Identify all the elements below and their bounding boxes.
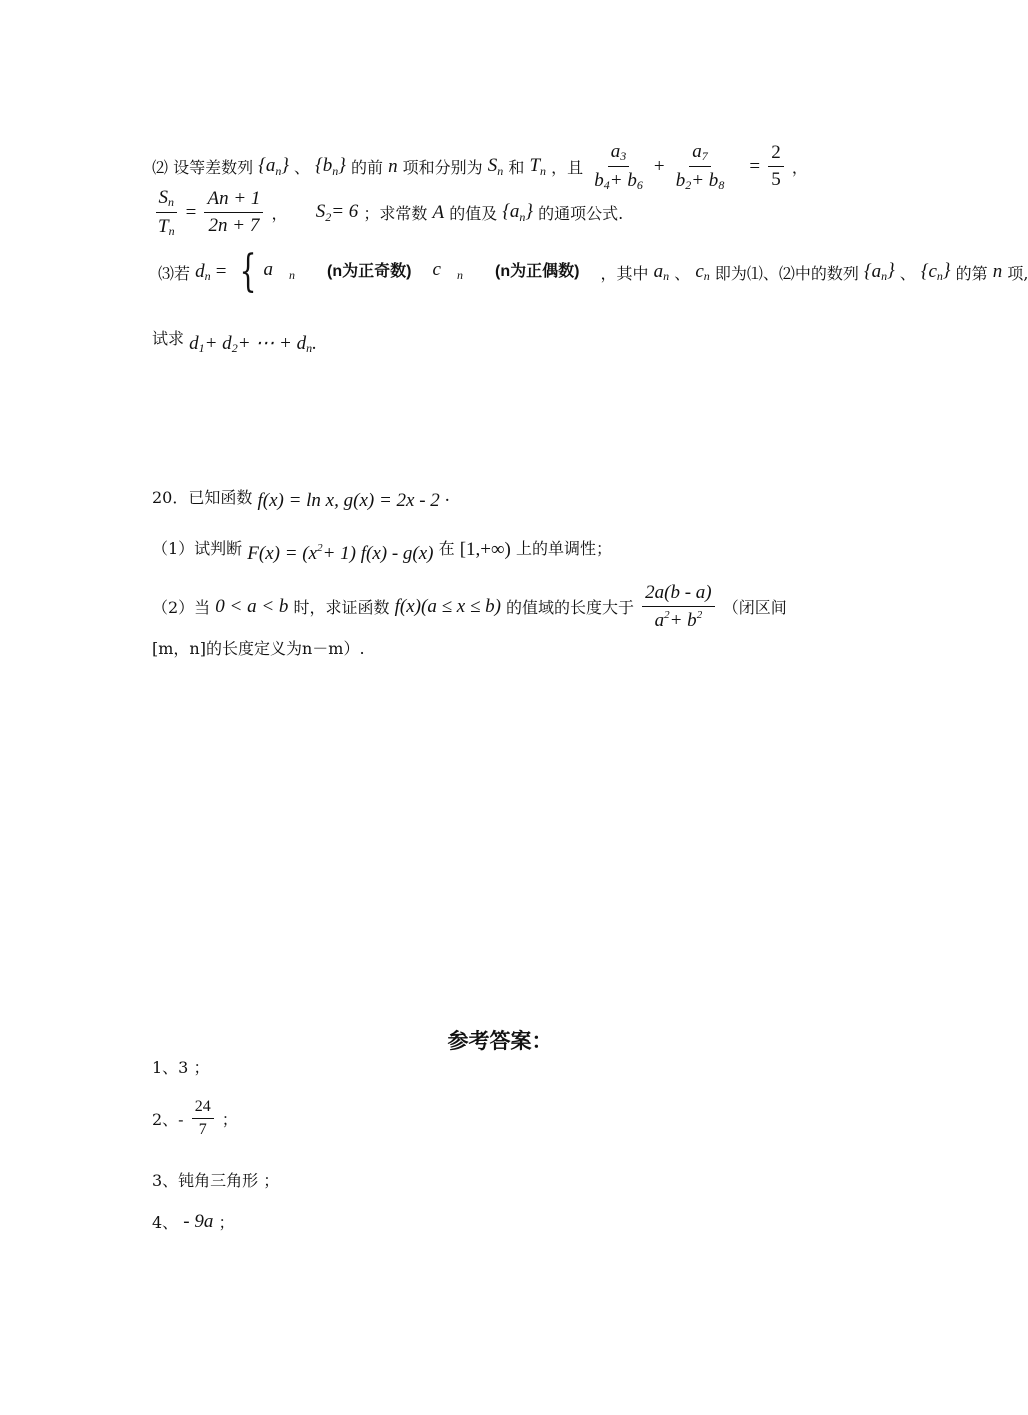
text: T: [158, 215, 169, 237]
text: .: [312, 332, 317, 354]
text: d: [189, 332, 199, 354]
text: 、: [674, 263, 691, 283]
text: a: [654, 609, 665, 631]
answer-3: [152, 1168, 279, 1191]
text: + b: [691, 169, 719, 191]
text: 试求: [152, 328, 185, 348]
text: 2: [685, 178, 692, 192]
text: [m，n]的长度定义为n－m）.: [152, 639, 365, 658]
text: 、: [899, 263, 916, 283]
text: 的第: [955, 263, 988, 283]
text: {c: [920, 260, 937, 282]
text: 2、-: [152, 1110, 184, 1129]
text: 1、3 ；: [152, 1058, 210, 1077]
text: +: [653, 155, 665, 177]
text: 项,: [1007, 263, 1028, 283]
text: b: [594, 169, 604, 191]
text: An + 1: [204, 188, 263, 213]
text: ，: [791, 158, 808, 177]
text: 8: [718, 178, 725, 192]
fraction-24-7: [192, 1098, 214, 1139]
text: 2: [317, 542, 323, 554]
question-number: 20．已知函数: [152, 487, 253, 507]
text: 2a(b - a): [642, 582, 714, 607]
seq-b: {bn}: [315, 154, 346, 178]
text: {a: [863, 260, 882, 282]
text: 、: [294, 158, 311, 177]
text: 设等差数列: [173, 158, 254, 177]
text: 4: [603, 178, 610, 192]
text: 上的单调性；: [515, 538, 612, 558]
text: ，且: [551, 158, 584, 177]
math-F: [247, 542, 433, 565]
text: 项和分别为: [402, 158, 483, 177]
text: a: [692, 140, 702, 162]
text: ，其中: [600, 263, 649, 283]
text: =: [749, 155, 761, 177]
case-condition: (n为正偶数): [494, 263, 580, 280]
math-n: n: [388, 155, 398, 177]
text: 2: [231, 341, 238, 355]
text: {a: [502, 201, 520, 223]
text: S: [158, 186, 169, 208]
text: = 6: [331, 201, 359, 223]
text: 3、钝角三角形 ；: [152, 1171, 280, 1190]
text: 的值域的长度大于: [506, 598, 635, 618]
answer-2: [152, 1098, 238, 1139]
text: ；: [218, 1213, 235, 1232]
text: a: [610, 140, 621, 162]
text: 5: [771, 169, 781, 190]
text: ；求常数: [363, 204, 428, 223]
answers-heading: 参考答案：: [447, 1029, 553, 1053]
math-dn: dn: [195, 260, 211, 283]
q20-part2: [152, 582, 787, 632]
seq-a: {an}: [502, 200, 534, 224]
q20-part2-line2: [152, 636, 365, 659]
text: 的通项公式.: [538, 204, 624, 223]
text: c: [432, 259, 441, 281]
text: {b: [315, 155, 333, 177]
answer-4: [152, 1210, 234, 1233]
seq-a: {an}: [863, 260, 895, 283]
text: 时，求证函数: [293, 598, 390, 618]
text: 7: [701, 149, 708, 163]
text: a: [653, 260, 664, 282]
part-label: ⑶若: [158, 263, 191, 283]
left-brace: {: [239, 246, 256, 297]
math-n: n: [992, 261, 1003, 282]
text: 2: [768, 142, 784, 167]
text: + b: [669, 609, 697, 631]
piecewise-definition: [232, 246, 596, 297]
text: + ⋯ + d: [237, 333, 307, 355]
text: 即为⑴、⑵中的数列: [714, 263, 859, 283]
math-Tn: Tn: [529, 155, 547, 178]
math-answer: - 9a: [183, 1210, 214, 1232]
answer-1: [152, 1055, 209, 1078]
math-functions: f(x) = ln x, g(x) = 2x - 2: [257, 490, 440, 511]
case-condition: (n为正奇数): [327, 263, 412, 280]
text: d: [195, 260, 205, 282]
text: =: [185, 201, 197, 223]
math-an: an: [653, 260, 670, 283]
text: ，: [271, 204, 288, 223]
math-interval: [1,+∞): [459, 539, 511, 561]
text: {a: [258, 155, 276, 177]
text: ；: [221, 1110, 238, 1129]
fraction-An-2n: [204, 188, 263, 237]
math-S2: [316, 201, 359, 225]
text: =: [215, 261, 227, 282]
case-var: c n: [433, 256, 479, 289]
seq-a: {an}: [258, 154, 289, 178]
q19-part3-line1: [158, 246, 1028, 297]
text: T: [529, 155, 541, 177]
math-sum: d1+ d2+ ⋯ + dn.: [189, 332, 317, 355]
text: （闭区间: [722, 598, 787, 618]
text: F(x) = (x: [247, 542, 318, 564]
text: + b: [609, 169, 637, 191]
text: .: [444, 485, 450, 506]
part-label: （1）试判断: [152, 538, 243, 558]
text: S: [315, 201, 326, 223]
case-var: a n: [264, 256, 312, 289]
part-label: （2）当: [152, 598, 211, 618]
text: 1: [198, 341, 205, 355]
math-A: A: [432, 201, 445, 223]
text: 和: [508, 158, 525, 177]
text: 在: [438, 538, 455, 558]
math-cn: cn: [695, 260, 710, 283]
fraction-Sn-Tn: $\frac{Sn}{Tn}$: [155, 186, 178, 239]
q20-part1: [152, 530, 612, 565]
text: 3: [620, 149, 627, 163]
math-Sn: Sn: [487, 155, 504, 178]
q19-part2-line2: [152, 186, 623, 239]
text: + d: [204, 332, 232, 354]
text: + 1) f(x) - g(x): [322, 542, 434, 564]
seq-c: {cn}: [920, 260, 951, 283]
math-condition: 0 < a < b: [215, 595, 289, 617]
text: 2: [664, 609, 670, 621]
fraction-range-length: [642, 582, 714, 632]
text: 6: [636, 178, 643, 192]
text: 2n + 7: [208, 215, 260, 236]
part-label: ⑵: [152, 158, 169, 177]
text: 的前: [350, 158, 383, 177]
q20-stem: [152, 480, 450, 512]
fraction-a7: [673, 140, 728, 193]
text: 2: [325, 209, 332, 224]
text: 4、: [152, 1213, 179, 1232]
text: c: [695, 260, 704, 282]
text: 2: [696, 609, 703, 621]
text: 的值及: [449, 204, 498, 223]
q19-part3-line2: [152, 318, 317, 356]
text: S: [487, 155, 498, 177]
text: a: [263, 259, 274, 281]
text: 24: [192, 1098, 214, 1119]
fraction-2-5: [768, 142, 784, 191]
math-f: f(x)(a ≤ x ≤ b): [394, 595, 501, 617]
text: 7: [198, 1121, 207, 1138]
text: b: [675, 169, 686, 191]
